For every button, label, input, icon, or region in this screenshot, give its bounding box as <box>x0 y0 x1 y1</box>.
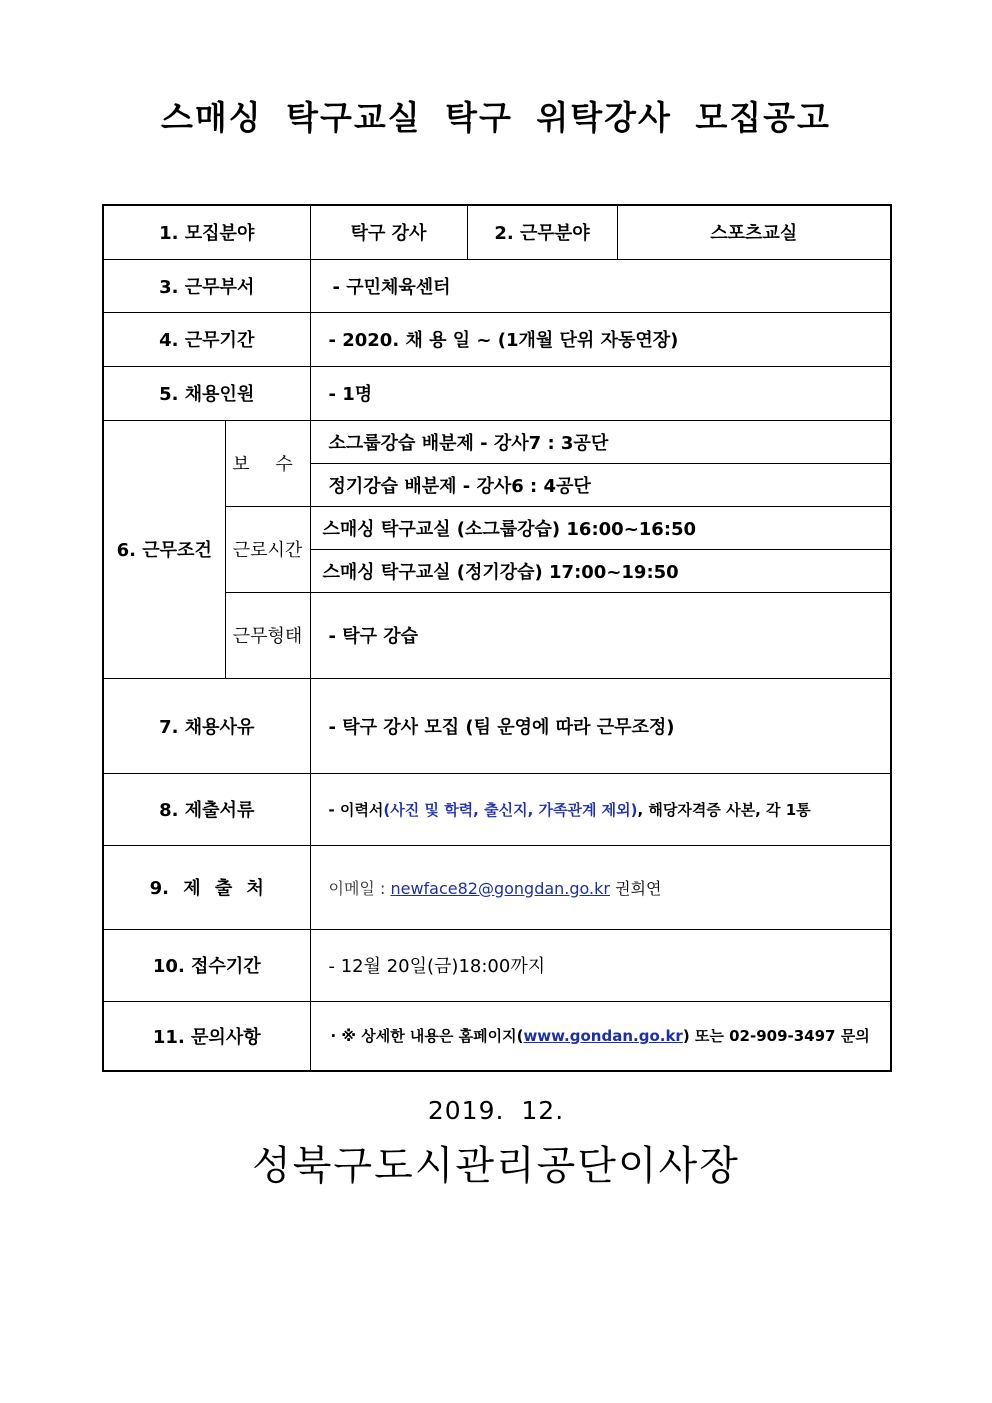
row-submit <box>103 845 891 929</box>
row-inquiry <box>103 1001 891 1071</box>
homepage-link[interactable]: www.gondan.go.kr <box>523 1026 683 1045</box>
field-label: 1. 모집분야 <box>103 205 310 259</box>
reason-label: 7. 채용사유 <box>103 678 310 773</box>
inquiry-suffix: ) 또는 02-909-3497 문의 <box>682 1026 870 1045</box>
documents-label: 8. 제출서류 <box>103 773 310 845</box>
contact-name: 권희연 <box>615 878 662 898</box>
submit-label: 9. 제 출 처 <box>103 845 310 929</box>
worktype-value: - 탁구 강습 <box>310 592 891 678</box>
email-label: 이메일 : <box>328 878 386 898</box>
documents-suffix: , 해당자격증 사본, 각 1통 <box>637 800 811 819</box>
period-label: 4. 근무기간 <box>103 312 310 366</box>
workarea-label: 2. 근무분야 <box>467 205 617 259</box>
pay-line-1: 소그룹강습 배분제 - 강사7 : 3공단 <box>310 420 891 463</box>
deadline-value: - 12월 20일(금)18:00까지 <box>310 929 891 1001</box>
hours-line-2: 스매싱 탁구교실 (정기강습) 17:00~19:50 <box>310 549 891 592</box>
row-deadline <box>103 929 891 1001</box>
email-link[interactable]: newface82@gongdan.go.kr <box>390 878 610 898</box>
row-documents <box>103 773 891 845</box>
notice-table <box>102 204 892 1072</box>
dept-label: 3. 근무부서 <box>103 259 310 312</box>
worktype-label: 근무형태 <box>225 592 310 678</box>
documents-prefix: - 이력서 <box>328 800 384 819</box>
inquiry-prefix: · ※ 상세한 내용은 홈페이지( <box>330 1026 524 1045</box>
page-title: 스매싱 탁구교실 탁구 위탁강사 모집공고 <box>161 98 831 137</box>
row-field <box>103 205 891 259</box>
headcount-label: 5. 채용인원 <box>103 366 310 420</box>
period-value: - 2020. 채 용 일 ~ (1개월 단위 자동연장) <box>310 312 891 366</box>
dept-value: - 구민체육센터 <box>310 259 891 312</box>
reason-value: - 탁구 강사 모집 (팀 운영에 따라 근무조정) <box>310 678 891 773</box>
pay-label: 보 수 <box>225 420 310 506</box>
row-headcount <box>103 366 891 420</box>
row-reason <box>103 678 891 773</box>
headcount-value: - 1명 <box>310 366 891 420</box>
hours-label: 근로시간 <box>225 506 310 592</box>
row-period <box>103 312 891 366</box>
field-value: 탁구 강사 <box>310 205 467 259</box>
inquiry-label: 11. 문의사항 <box>103 1001 310 1071</box>
deadline-label: 10. 접수기간 <box>103 929 310 1001</box>
documents-note: (사진 및 학력, 출신지, 가족관계 제외) <box>383 800 638 819</box>
notice-date: 2019. 12. <box>427 1096 565 1125</box>
row-dept <box>103 259 891 312</box>
organization-name: 성북구도시관리공단이사장 <box>252 1143 740 1189</box>
conditions-label: 6. 근무조건 <box>103 420 225 678</box>
inquiry-value <box>310 1001 891 1071</box>
documents-value <box>310 773 891 845</box>
hours-line-1: 스매싱 탁구교실 (소그룹강습) 16:00~16:50 <box>310 506 891 549</box>
pay-line-2: 정기강습 배분제 - 강사6 : 4공단 <box>310 463 891 506</box>
workarea-value: 스포츠교실 <box>617 205 891 259</box>
row-pay-1 <box>103 420 891 463</box>
submit-value <box>310 845 891 929</box>
